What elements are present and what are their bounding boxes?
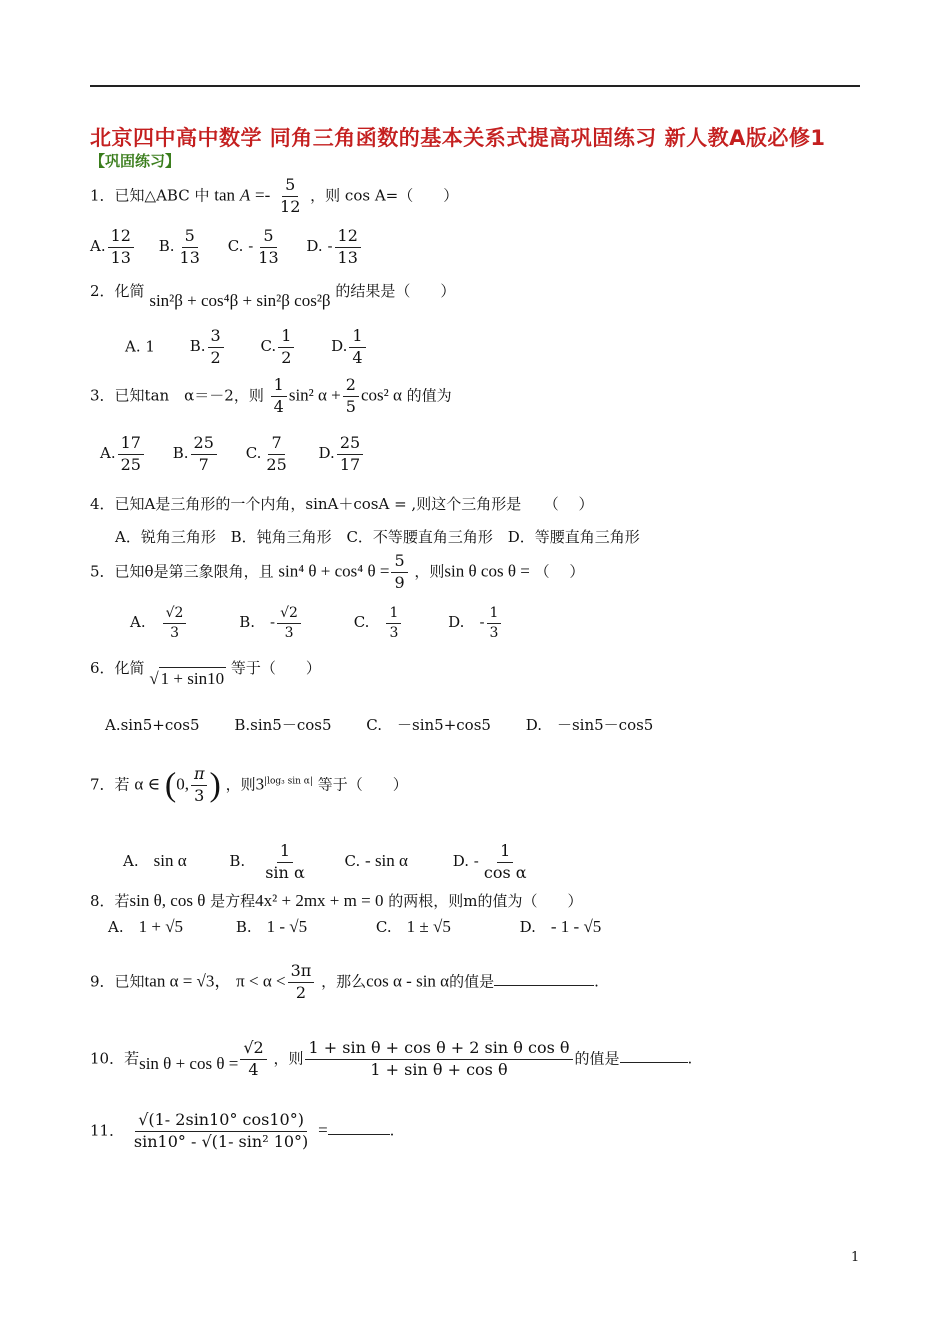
q5-option-c[interactable]: C. $\frac{1}{3}$ [354, 613, 404, 631]
question-3-options [100, 435, 365, 474]
q8-option-a[interactable]: A. 1 + √5 [108, 917, 184, 936]
q9-answer-blank[interactable] [494, 985, 594, 986]
q3-option-c[interactable]: C. $\frac{7}{25}$ [245, 433, 287, 474]
question-4-options [115, 526, 640, 547]
q6-radicand: 1 + sin10 [160, 669, 225, 688]
question-8-stem: 8．若sin θ, cos θ 是方程4x² + 2mx + m = 0 的两根，则m的值为（ ） [90, 891, 583, 910]
q8-option-d[interactable]: D. - 1 - √5 [519, 917, 602, 936]
question-3-stem: 3．已知tan α＝－2，则 $\frac{1}{4}$ sin² α + $\frac{2}{5}$ cos² α 的值为 [90, 375, 452, 416]
question-5-options [130, 606, 503, 640]
question-6-stem: 6．化简 √ 1 + sin10 等于（ ） [90, 659, 321, 688]
q8-option-b[interactable]: B. 1 - √5 [235, 917, 308, 936]
question-11-stem: 11． $\frac{√(1- 2\sin 10^\circ \cos 10^\circ)}{\text{sin10° - √(1- sin² 10°)}}$ = . [90, 1110, 395, 1151]
q2-option-a[interactable]: A. 1 [125, 337, 155, 356]
q5-option-b[interactable]: B. - $\frac{√2}{3}$ [239, 613, 303, 631]
q7-option-a[interactable]: A. sin α [123, 851, 187, 871]
question-7-options [123, 843, 532, 882]
q7-option-d[interactable]: D. - $\frac{1}{\text{cos α}}$ [452, 841, 527, 882]
q4-option-a[interactable]: A．锐角三角形 [115, 528, 216, 546]
q1-fraction: $\frac{5}{12}$ [280, 175, 301, 216]
q1-option-c[interactable]: C. - $\frac{5}{13}$ [227, 226, 279, 267]
q2-option-d[interactable]: D. $\frac{1}{4}$ [331, 337, 367, 355]
q1-option-a[interactable]: A. $\frac{12}{13}$ [90, 237, 136, 255]
q5-option-a[interactable]: A. $\frac{√2}{3}$ [130, 613, 188, 631]
page-number: 1 [851, 1250, 860, 1265]
section-heading: 【巩固练习】 [90, 152, 181, 170]
document-title: 北京四中高中数学 同角三角函数的基本关系式提高巩固练习 新人教A版必修1 [90, 126, 826, 150]
question-1-stem: 1．已知△ABC 中 tan A =- $\frac{5}{12}$ ，则 cos A=（ ） [90, 175, 459, 216]
question-2-stem: 2．化简 sin²β + cos⁴β + sin²β cos²β 的结果是（ ） [90, 282, 456, 310]
question-10-stem: 10．若sin θ + cos θ = $\frac{√2}{4}$ ，则 $\frac{\text{1 + sin θ + cos θ + 2 sin θ cos θ}}{\text{1 + sin θ + cos θ}}$ 的值是 . [90, 1038, 693, 1079]
q6-option-d[interactable]: D. －sin5－cos5 [525, 716, 654, 734]
q6-option-a[interactable]: A.sin5+cos5 [105, 716, 200, 734]
q2-option-b[interactable]: B. $\frac{3}{2}$ [190, 337, 226, 355]
q6-option-c[interactable]: C. －sin5+cos5 [366, 716, 491, 734]
q8-option-c[interactable]: C. 1 ± √5 [375, 917, 451, 936]
q7-option-c[interactable]: C. - sin α [344, 851, 408, 871]
q7-option-b[interactable]: B. $\frac{1}{\text{sin α}}$ [229, 841, 305, 882]
header-rule [90, 85, 860, 87]
q3-option-d[interactable]: D. $\frac{25}{17}$ [319, 444, 366, 462]
question-5-stem: 5．已知θ是第三象限角，且 sin⁴ θ + cos⁴ θ = $\frac{5}{9}$ ，则sin θ cos θ = （ ） [90, 551, 585, 592]
q3-option-b[interactable]: B. $\frac{25}{7}$ [173, 444, 219, 462]
q1-option-d[interactable]: D. - $\frac{12}{13}$ [306, 237, 362, 255]
q11-answer-blank[interactable] [328, 1134, 390, 1135]
q2-option-c[interactable]: C. $\frac{1}{2}$ [260, 337, 296, 355]
q3-option-a[interactable]: A. $\frac{17}{25}$ [100, 444, 146, 462]
question-7-stem: 7．若 α ∈ (0, $\frac{\pi}{3}$ ) ，则$3^{|log_3 sin \alpha|}$ 等于（ ） [90, 764, 408, 805]
question-4-stem: 4．已知A是三角形的一个内角，sinA＋cosA = ,则这个三角形是 （ ） [90, 495, 594, 513]
q1-option-b[interactable]: B. $\frac{5}{13}$ [158, 226, 200, 267]
q4-option-b[interactable]: B．钝角三角形 [230, 528, 332, 546]
question-8-options [108, 916, 601, 937]
question-9-stem: 9．已知tan α = √3， π < α < $\frac{3\pi}{2}$ ，那么cos α - sin α的值是 . [90, 961, 599, 1002]
question-2-options [125, 328, 368, 367]
q5-option-d[interactable]: D. - $\frac{1}{3}$ [448, 613, 503, 631]
q10-answer-blank[interactable] [620, 1062, 688, 1063]
question-1-options [90, 228, 363, 267]
question-6-options [105, 714, 653, 735]
q4-option-c[interactable]: C．不等腰直角三角形 [346, 528, 493, 546]
q4-option-d[interactable]: D．等腰直角三角形 [507, 528, 640, 546]
q6-option-b[interactable]: B.sin5－cos5 [234, 716, 332, 734]
